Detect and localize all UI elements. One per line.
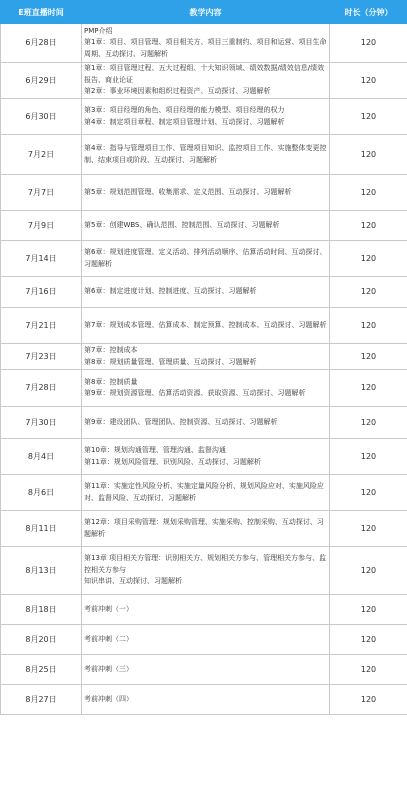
table-row bbox=[1, 99, 407, 135]
row-duration: 120 bbox=[330, 277, 407, 308]
table-row bbox=[1, 439, 407, 475]
table-row bbox=[1, 308, 407, 344]
content-line: 第5章：规划范围管理、收集需求、定义范围、互动探讨、习题解析 bbox=[84, 187, 292, 196]
content-line: 第12章：项目采购管理：规划采购管理、实施采购、控制采购、互动探讨、习题解析 bbox=[84, 518, 324, 538]
row-duration: 120 bbox=[330, 241, 407, 277]
row-date: 7月7日 bbox=[1, 175, 82, 211]
content-line: 第11章：规划风险管理、识别风险、互动探讨、习题解析 bbox=[84, 457, 261, 466]
row-date: 7月30日 bbox=[1, 407, 82, 439]
table-row bbox=[1, 511, 407, 547]
content-line: 第9章：建设团队、管理团队、控制资源、互动探讨、习题解析 bbox=[84, 417, 278, 426]
row-duration: 120 bbox=[330, 24, 407, 63]
row-duration: 120 bbox=[330, 475, 407, 511]
row-duration: 120 bbox=[330, 344, 407, 370]
row-content bbox=[82, 308, 330, 344]
table-row bbox=[1, 685, 407, 715]
content-line: 第7章：控制成本 bbox=[84, 346, 138, 354]
row-content bbox=[82, 370, 330, 407]
row-content bbox=[82, 99, 330, 135]
row-content bbox=[82, 595, 330, 625]
row-content bbox=[82, 135, 330, 175]
row-content bbox=[82, 24, 330, 63]
content-line: PMP介绍 bbox=[84, 26, 113, 35]
content-line: 考前冲刺（四） bbox=[84, 694, 133, 703]
table-row bbox=[1, 241, 407, 277]
row-content bbox=[82, 277, 330, 308]
row-content bbox=[82, 407, 330, 439]
header-date: E班直播时间 bbox=[1, 1, 82, 24]
row-duration: 120 bbox=[330, 595, 407, 625]
table-row bbox=[1, 625, 407, 655]
row-duration: 120 bbox=[330, 625, 407, 655]
table-row bbox=[1, 595, 407, 625]
row-date: 8月27日 bbox=[1, 685, 82, 715]
content-line: 第8章：控制质量 bbox=[84, 377, 138, 386]
content-line: 第8章：规划质量管理、管理质量、互动探讨、习题解析 bbox=[84, 357, 257, 366]
row-content bbox=[82, 511, 330, 547]
row-date: 8月18日 bbox=[1, 595, 82, 625]
content-line: 第13章 项目相关方管理：识别相关方、规划相关方参与、管理相关方参与、监控相关方参与 bbox=[84, 554, 327, 574]
content-line: 第6章：规划进度管理、定义活动、排列活动顺序、估算活动时间、互动探讨、习题解析 bbox=[84, 248, 327, 268]
table-row bbox=[1, 175, 407, 211]
row-date: 8月11日 bbox=[1, 511, 82, 547]
row-date: 7月28日 bbox=[1, 370, 82, 407]
table-row bbox=[1, 63, 407, 99]
row-duration: 120 bbox=[330, 407, 407, 439]
row-content bbox=[82, 241, 330, 277]
content-line: 第4章：制定项目章程、制定项目管理计划、互动探讨、习题解析 bbox=[84, 117, 285, 126]
row-date: 6月28日 bbox=[1, 24, 82, 63]
content-line: 考前冲刺（二） bbox=[84, 634, 133, 643]
row-duration: 120 bbox=[330, 655, 407, 685]
table-header bbox=[1, 1, 407, 24]
row-date: 7月2日 bbox=[1, 135, 82, 175]
content-line: 第6章：制定进度计划、控制进度、互动探讨、习题解析 bbox=[84, 287, 257, 296]
row-duration: 120 bbox=[330, 135, 407, 175]
content-line: 知识串讲、互动探讨、习题解析 bbox=[84, 577, 182, 586]
row-date: 7月23日 bbox=[1, 344, 82, 370]
table-row bbox=[1, 475, 407, 511]
row-date: 8月25日 bbox=[1, 655, 82, 685]
content-line: 第10章：规划沟通管理、管理沟通、监督沟通 bbox=[84, 446, 226, 454]
row-date: 8月4日 bbox=[1, 439, 82, 475]
row-date: 7月9日 bbox=[1, 211, 82, 241]
row-duration: 120 bbox=[330, 511, 407, 547]
table-row bbox=[1, 277, 407, 308]
row-content bbox=[82, 439, 330, 475]
row-date: 8月20日 bbox=[1, 625, 82, 655]
table-body bbox=[1, 24, 407, 715]
row-duration: 120 bbox=[330, 439, 407, 475]
row-content bbox=[82, 547, 330, 595]
row-content bbox=[82, 175, 330, 211]
table-row bbox=[1, 211, 407, 241]
table-row bbox=[1, 407, 407, 439]
row-duration: 120 bbox=[330, 211, 407, 241]
content-line: 考前冲刺（三） bbox=[84, 664, 133, 673]
row-date: 8月13日 bbox=[1, 547, 82, 595]
table-row bbox=[1, 547, 407, 595]
row-duration: 120 bbox=[330, 63, 407, 99]
content-line: 考前冲刺（一） bbox=[84, 604, 133, 613]
content-line: 第1章：项目管理过程、五大过程组、十大知识领域、绩效数据/绩效信息/绩效报告、商业论证 bbox=[84, 64, 325, 84]
row-content bbox=[82, 625, 330, 655]
row-duration: 120 bbox=[330, 308, 407, 344]
table-row bbox=[1, 344, 407, 370]
row-date: 6月29日 bbox=[1, 63, 82, 99]
row-date: 7月21日 bbox=[1, 308, 82, 344]
content-line: 第2章：事业环境因素和组织过程资产、互动探讨、习题解析 bbox=[84, 87, 271, 96]
row-content bbox=[82, 211, 330, 241]
row-duration: 120 bbox=[330, 370, 407, 407]
row-date: 7月16日 bbox=[1, 277, 82, 308]
content-line: 第5章：创建WBS、确认范围、控制范围、互动探讨、习题解析 bbox=[84, 220, 280, 229]
row-date: 8月6日 bbox=[1, 475, 82, 511]
row-content bbox=[82, 655, 330, 685]
header-content: 教学内容 bbox=[82, 1, 330, 24]
row-date: 6月30日 bbox=[1, 99, 82, 135]
row-content bbox=[82, 475, 330, 511]
row-date: 7月14日 bbox=[1, 241, 82, 277]
content-line: 第9章：规划资源管理、估算活动资源、获取资源、互动探讨、习题解析 bbox=[84, 389, 306, 397]
row-content bbox=[82, 63, 330, 99]
content-line: 第11章：实施定性风险分析、实施定量风险分析、规划风险应对、实施风险应对、监督风险、互动探讨、习题解析 bbox=[84, 482, 324, 502]
content-line: 第3章：项目经理的角色、项目经理的能力模型、项目经理的权力 bbox=[84, 106, 285, 114]
row-duration: 120 bbox=[330, 685, 407, 715]
row-duration: 120 bbox=[330, 175, 407, 211]
row-duration: 120 bbox=[330, 99, 407, 135]
content-line: 第4章：指导与管理项目工作、管理项目知识、监控项目工作、实施整体变更控制、结束项目或阶段、互动探讨、习题解析 bbox=[84, 144, 327, 164]
row-content bbox=[82, 344, 330, 370]
row-content bbox=[82, 685, 330, 715]
header-duration: 时长（分钟） bbox=[330, 1, 407, 24]
table-row bbox=[1, 370, 407, 407]
table-row bbox=[1, 655, 407, 685]
table-row bbox=[1, 135, 407, 175]
table-row bbox=[1, 24, 407, 63]
row-duration: 120 bbox=[330, 547, 407, 595]
content-line: 第7章：规划成本管理、估算成本、制定预算、控制成本、互动探讨、习题解析 bbox=[84, 320, 327, 329]
content-line: 第1章：项目、项目管理、项目相关方、项目三重制约、项目和运营、项目生命周期、互动探讨、习题解析 bbox=[84, 38, 327, 58]
